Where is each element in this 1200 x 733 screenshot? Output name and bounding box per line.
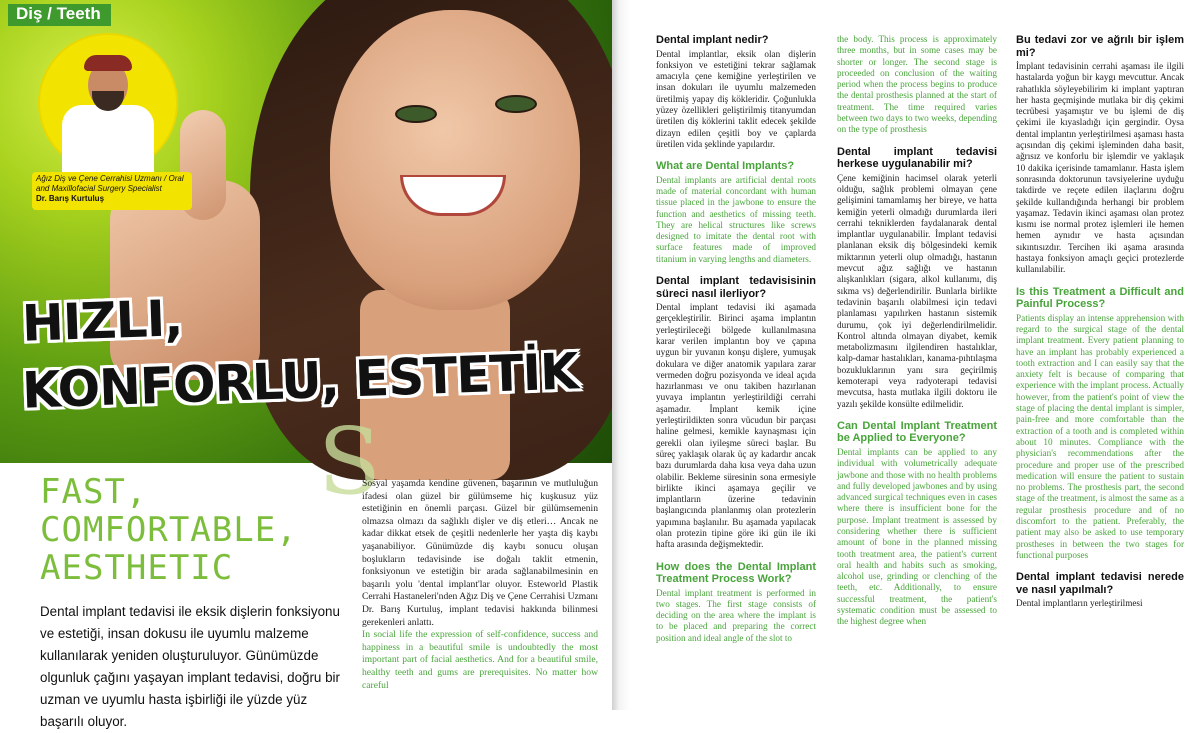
paragraph: İmplant tedavisinin cerrahi aşaması ile ilgili hastalarda yoğun bir kaygı mevcuttur. Ancak rahatlıkla söyleyebilirim ki implant yaptıran her hasta geçmişinde mutlaka bir diş çekimi tecrübesi yaşamıştır ve bu işlemi de diş çekimi ile kıyasladığı için gergindir. Oysa dental implantın yerleştirilmesi aşaması hasta açısından diş çekimi işleminden daha basit, ağrısız ve konforlu bir işlemdir ve yaklaşık 10 dakika içerisinde tamamlanır. Hasta işlem sonrasında doktorunun tavsiyelerine uyduğu takdirde ve reçete edilen ilaçlarını doğru şekilde kullandığında herhangi bir problem yaşamaz. Tedavin ikinci aşaması olan protez kısmı ise normal protez işlemleri ile hemen hemen aynıdır ve hasta açısından sıkıntısızdır. Tercihen iki aşama arasında hastaya fonksiyon amaçlı geçici protezlerde kullanılabilir. [1016,61,1184,275]
doctor-portrait [38,33,178,173]
heading-who-tr: Dental implant tedavisi herkese uygulanabilir mi? [837,145,997,171]
doctor-name: Dr. Barış Kurtuluş [36,194,105,203]
paragraph: Dental implant treatment is performed in two stages. The first stage consists of deciding on the area where the implant is to be placed and preparing the correct position and ideal angle of the slot to [656,587,816,643]
doctor-caption [32,172,192,210]
paragraph: Çene kemiğinin hacimsel olarak yeterli olduğu, sağlık problemi olmayan çene gelişimini tamamlamış her bireye, ve hatta kemiğin yeterli olmadığı durumlarda ileri cerrahi tekniklerden faydalanarak dental implantlar uygulanabilir. İmplant tedavisi planlanan eksik diş bölgesindeki kemik miktarının yeterli olup olmadığı, hastanın mevcut ağız sağlığı ve hastanın alışkanlıkları (sigara, alkol kullanımı, diş sıkma vs) değerlendirilir. Bunlarla birlikte tedavinin başarılı olabilmesi için tedavi planlaması yapılırken hastanın sistemik durumu, çok iyi değerlendirilmelidir. Kontrol altında olmayan diyabet, kemik metabolizmasını ilgilendiren hastalıklar, kalp-damar hastalıkları, kanama-pıhtılaşma bozukluklarının yanı sıra geçirilmiş kemoterapi veya radyoterapi tedavisi mevcutsa, hasta mutlaka ilgili doktoru ile yazılı şekilde konsülte edilmelidir. [837,172,997,409]
heading-what-is-implant-tr: Dental implant nedir? [656,34,769,46]
heading-painful-en: Is this Treatment a Difficult and Painful Process? [1016,285,1184,311]
english-headline-line-1: FAST, [40,472,148,512]
heading-painful-tr: Bu tedavi zor ve ağrılı bir işlem mi? [1016,34,1184,59]
column-2 [837,34,997,638]
model-eye-right [495,95,537,113]
doctor-bandana [84,55,132,71]
intro-english: In social life the expression of self-confidence, success and happiness in a beautiful smile is undoubtedly the most important part of facial aesthetics. And for a beautiful smile, healthy teeth and gums are prerequisites. No matter how careful [362,629,598,691]
paragraph: Patients display an intense apprehension with regard to the surgical stage of the dental implant treatment. Every patient planning to have an implant has probably experienced a tooth extraction and I can easily say that the anxiety felt is because of comparing that experience with the implant process. Actually however, from the patient's point of view the stage of placing the dental implant is simpler, pain-free and more comfortable than the extraction of a tooth and is completed within about 10 minutes. Compliance with the physician's recommendations after the procedure and proper use of the prescribed medication will ensure the patient to sustain no problems. The prosthesis part, the second stage of the treatment, is almost the same as a regular prosthesis procedure and of no discomfort to the patient. Preferably, the patient may also be asked to use temporary prostheses in between the two stages for functional purposes [1016,312,1184,560]
page-spine [612,0,630,710]
model-face [330,10,580,310]
doctor-title: Ağız Diş ve Çene Cerrahisi Uzmanı / Oral and Maxillofacial Surgery Specialist [36,174,184,193]
paragraph: Dental implant tedavisi iki aşamada gerçekleştirilir. Birinci aşama implantın yerleştirileceği bölgede kullanılmasına karar verilen implantın boy ve çapına uygun bir yuvanın konşu dişlere, yumuşak dokulara ve diğer anatomik yapılara zarar vermeden doğru pozisyonda ve ideal açıda hazırlanması ve onu takiben hazırlanan yuvaya implantın yerleştirildiği cerrahi aşamadır. İmplant kemik içine yerleştirildikten sonra vücudun bir parçası haline gelmesi, kemikle kaynaşması için gerekli olan iyileşme süreci başlar. Bu süreç yaklaşık olarak üç ay kadardır ancak bazı durumlarda daha kısa veya daha uzun olabilir. Bekleme süresinin sona ermesiyle birlikte ikinci aşamaya geçilir ve implantların üzerine tedavinin başlangıcında planlanmış olan protezlerin yapımına başlanılır. Bu aşamada yapılacak olan protezin tipine göre iki gün ile iki hafta arasında değişmektedir. [656,302,816,550]
column-3 [1016,34,1184,619]
heading-what-is-implant-en: What are Dental Implants? [656,160,795,173]
paragraph: the body. This process is approximately three months, but in some cases may be shorter or longer. The second stage is proceeded on conclusion of the waiting period when the process begins to produce the dental prosthesis planned at the start of treatment. The time required varies between two days to two weeks, depending on the type of prosthesis [837,34,997,135]
english-headline-line-2: COMFORTABLE, [40,510,298,550]
heading-process-tr: Dental implant tedavisisinin süreci nasıl ilerliyor? [656,275,816,300]
heading-who-en: Can Dental Implant Treatment be Applied to Everyone? [837,419,997,445]
english-headline-line-3: AESTHETIC [40,548,234,588]
paragraph: Dental implants can be applied to any individual with volumetrically adequate jawbone and those with no health problems and fully developed jawbones and by using advanced surgical techniques even in cases where there is insufficient bone for the purpose. Implant treatment is assessed by considering whether there is sufficient amount of bone in the planned missing tooth treatment area, the patient's current oral health and habits such as smoking, alcohol use, grinding or clenching of the teeth, etc. Additionally, to ensure successful treatment, the patient's systematic condition must be assessed to the highest degree when [837,446,997,627]
hero-photo [0,0,612,463]
paragraph: Dental implantların yerleştirilmesi [1016,598,1143,609]
lead-paragraph: Dental implant tedavisi ile eksik dişlerin fonksiyonu ve estetiği, insan dokusu ile uyumlu malzeme kullanılarak yeniden oluşturuluyor. Günümüzde olgunluk çağını yaşayan implant tedavisi, doğru bir uzman ve uyumlu hasta işbirliği ile yüzde yüz başarılı oluyor. [40,604,340,729]
intro-turkish: Sosyal yaşamda kendine güvenen, başarının ve mutluluğun ifadesi olan güzel bir gülümseme hiç kuşkusuz yüz estetiğinin en önemli parçası. Güzel bir gülümsemenin olmazsa olmazı da sağlıklı dişler ve diş etleri… Ancak ne kadar dikkat etsek de çeşitli nedenlerle her yaşta diş kaybı yaşanabiliyor. Günümüzde diş kaybı sonucu oluşan boşlukların tedavisinde ise doğalı taklit etmenin, fonksiyonun ve estetiğin bir arada sağlanabilmesinin en başarılı yolu 'dental implant'lar oluyor. Esteworld Plastik Cerrahi Hastaneleri'nden Ağız Diş ve Çene Cerrahisi Uzmanı Dr. Barış Kurtuluş, implant tedavisi hakkında bilinmesi gerekenleri anlattı. [362,478,598,628]
paragraph: Dental implantlar, eksik olan dişlerin fonksiyon ve estetiğini tekrar sağlamak amacıyla çene kemiğine yerleştirilen ve insan dokuları ile uyumlu malzemeden üretilmiş yapay diş kökleridir. Çoğunlukla yüzey özellikleri geliştirilmiş titanyumdan üretilen diş köklerini taklit edecek şekilde dizayn edilen çeşitli boy ve çaplarda üretilen vida şeklinde yapılardır. [656,48,816,149]
heading-where-tr: Dental implant tedavisi nerede ve nasıl yapılmalı? [1016,571,1184,596]
column-1 [656,34,816,654]
doctor-coat [62,105,154,175]
decorative-initial: S [318,408,382,515]
right-page [630,0,1200,710]
paragraph: Dental implants are artificial dental roots made of material concordant with human tissue placed in the jawbone to ensure the function and aesthetics of missing teeth. They are helical structures like screws designed to imitate the dental root with surface features made of improved titanium in varying lengths and diameters. [656,174,816,264]
section-tag: Diş / Teeth [8,4,111,26]
heading-process-en: How does the Dental Implant Treatment Process Work? [656,560,816,586]
model-eye-left [395,105,437,123]
headline-line-2: KONFORLU, ESTETİK [21,342,579,420]
intro-column [362,478,598,702]
headline-line-1: HIZLI, [21,289,184,353]
english-headline [40,473,340,587]
